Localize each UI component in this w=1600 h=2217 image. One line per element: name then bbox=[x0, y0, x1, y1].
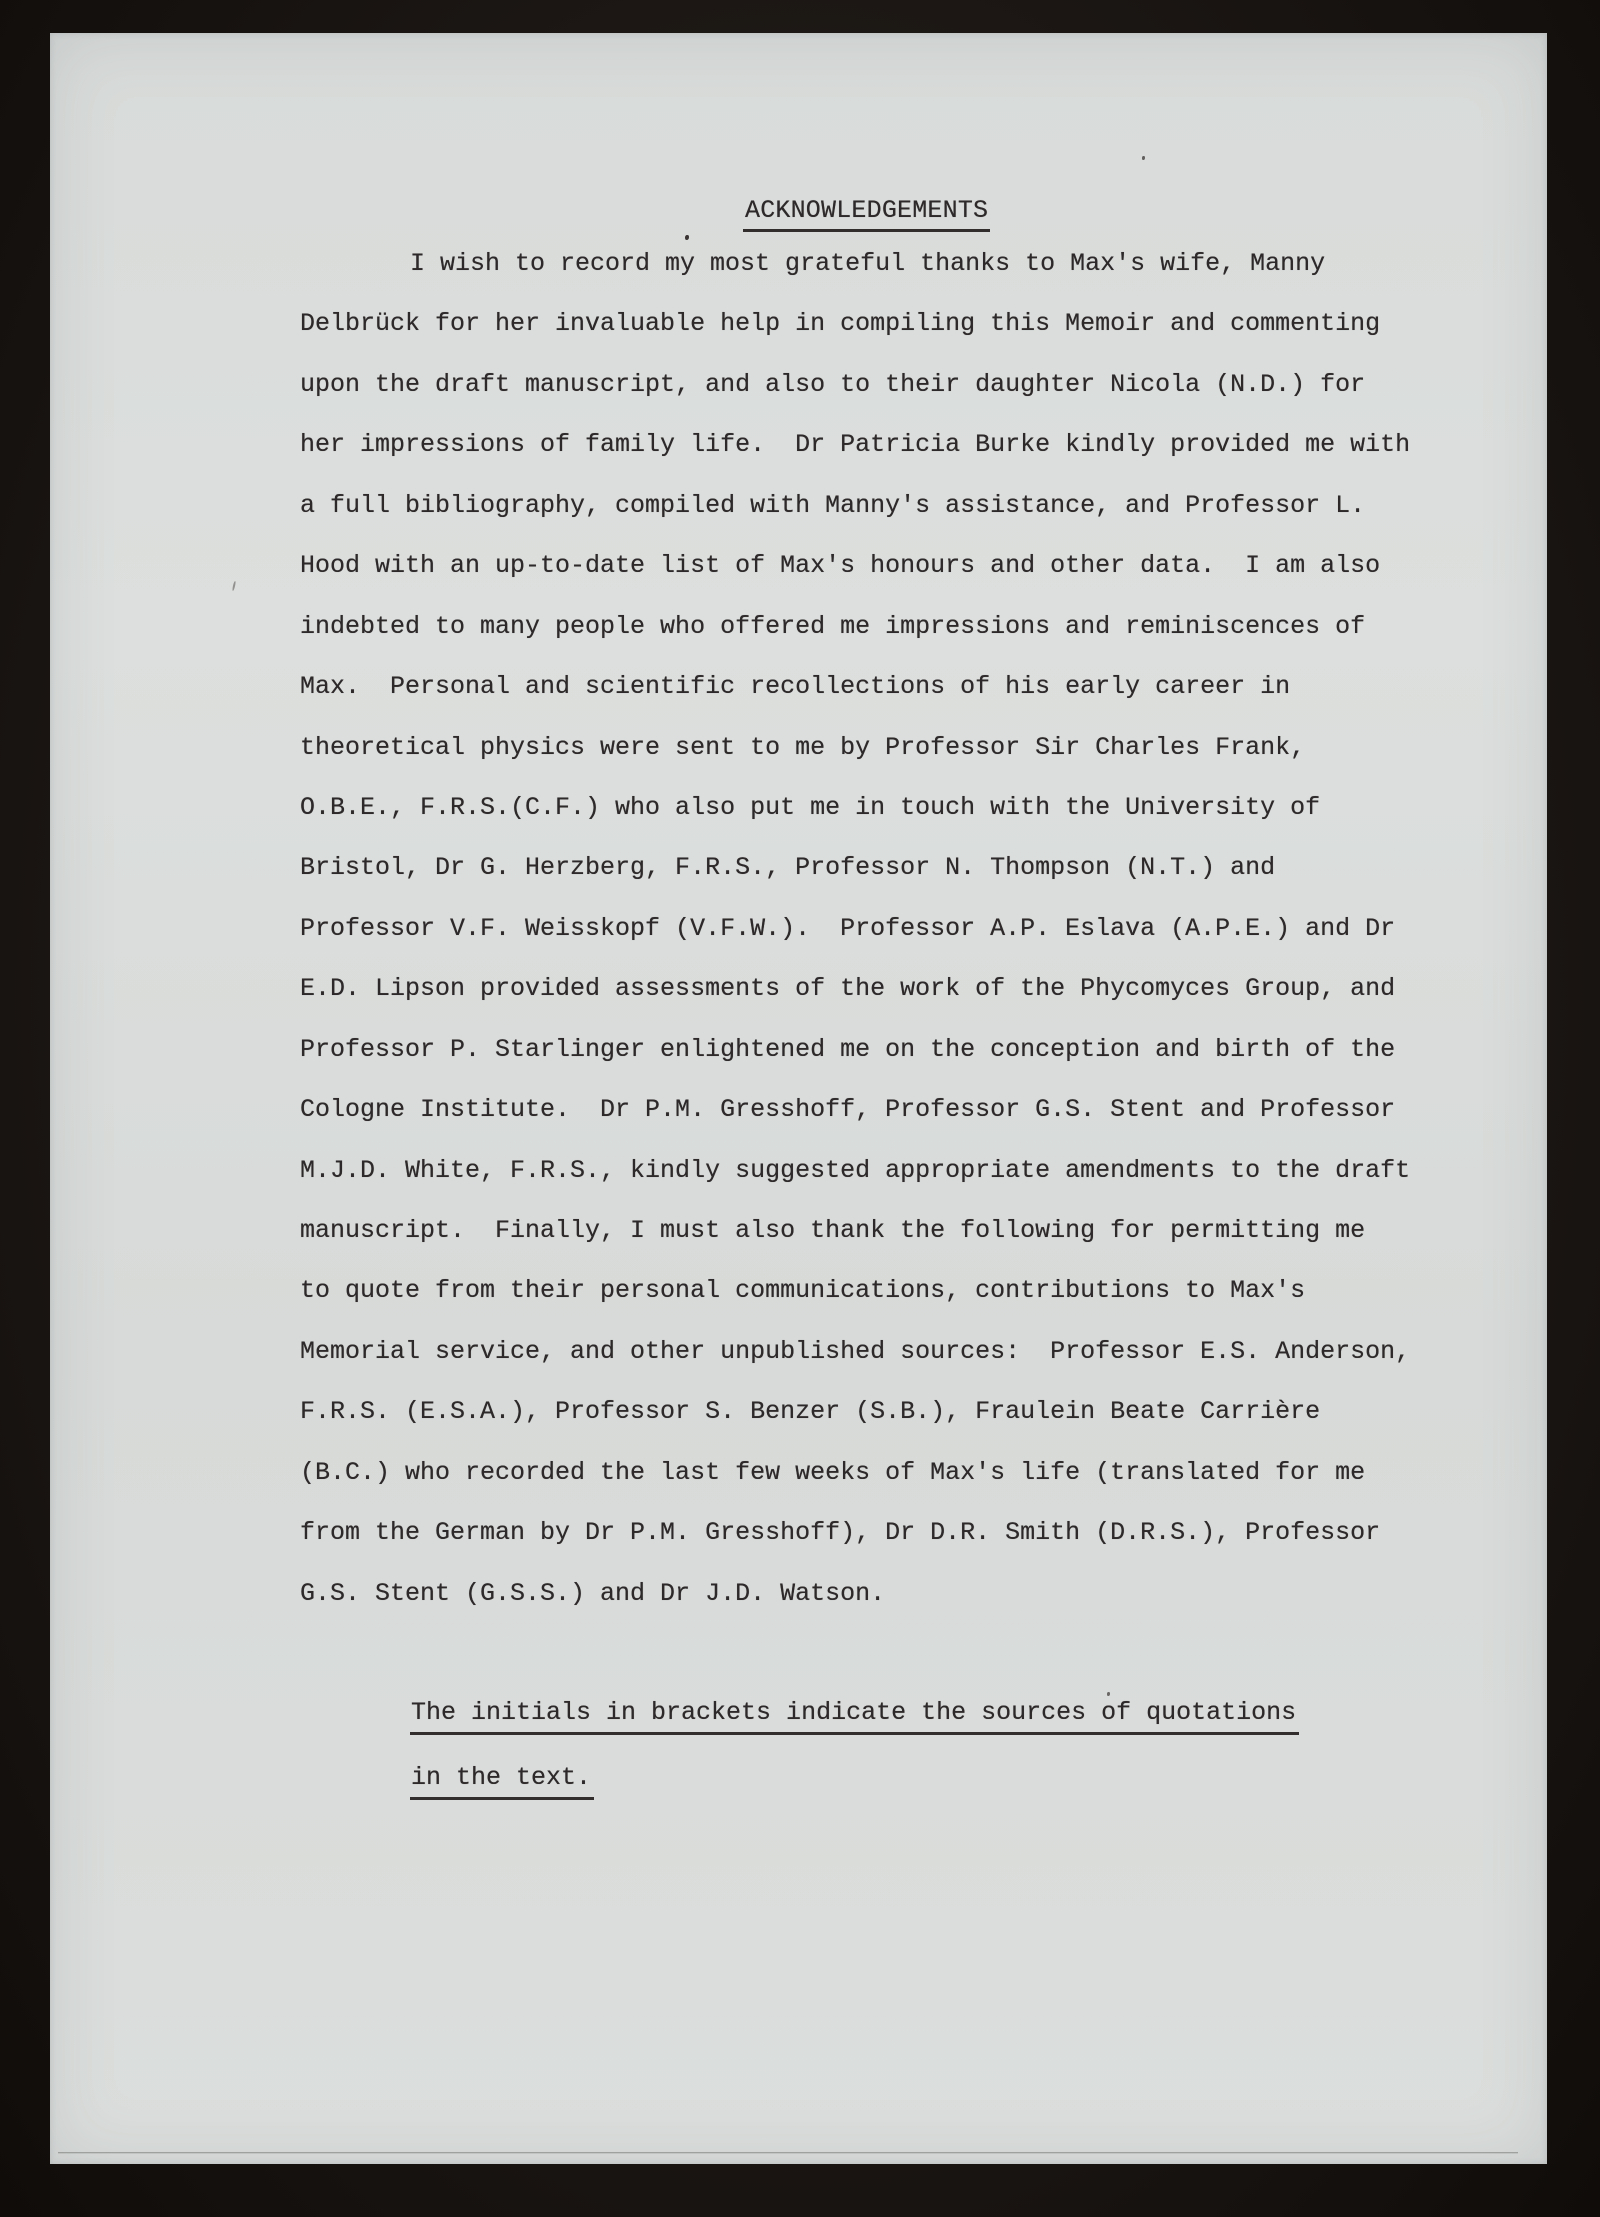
document-page bbox=[50, 33, 1547, 2164]
paragraph-line: a full bibliography, compiled with Manny's assistance, and Professor L. bbox=[300, 490, 1366, 520]
scan-speck bbox=[685, 235, 689, 240]
paragraph-line: Professor V.F. Weisskopf (V.F.W.). Professor A.P. Eslava (A.P.E.) and Dr bbox=[300, 913, 1396, 943]
acknowledgements-paragraph bbox=[300, 251, 1480, 1641]
paragraph-line: G.S. Stent (G.S.S.) and Dr J.D. Watson. bbox=[300, 1578, 886, 1608]
footnote-line: The initials in brackets indicate the sources of quotations bbox=[411, 1700, 1299, 1765]
paragraph-line: manuscript. Finally, I must also thank the following for permitting me bbox=[300, 1216, 1366, 1245]
scan-speck bbox=[1107, 1692, 1110, 1696]
paragraph-line: Bristol, Dr G. Herzberg, F.R.S., Professor N. Thompson (N.T.) and bbox=[300, 853, 1276, 883]
paragraph-line: Hood with an up-to-date list of Max's honours and other data. I am also bbox=[300, 551, 1381, 581]
paragraph-line: E.D. Lipson provided assessments of the work of the Phycomyces Group, and bbox=[300, 974, 1396, 1004]
scan-speck bbox=[1142, 156, 1145, 160]
paragraph-line: from the German by Dr P.M. Gresshoff), Dr D.R. Smith (D.R.S.), Professor bbox=[300, 1518, 1381, 1548]
paragraph-line: her impressions of family life. Dr Patricia Burke kindly provided me with bbox=[300, 430, 1411, 460]
paragraph-line: upon the draft manuscript, and also to their daughter Nicola (N.D.) for bbox=[300, 369, 1366, 399]
paragraph-line: indebted to many people who offered me impressions and reminiscences of bbox=[300, 611, 1366, 641]
paragraph-line: Memorial service, and other unpublished sources: Professor E.S. Anderson, bbox=[300, 1336, 1411, 1366]
paragraph-line: Max. Personal and scientific recollections of his early career in bbox=[300, 672, 1291, 702]
paragraph-line: F.R.S. (E.S.A.), Professor S. Benzer (S.B.), Fraulein Beate Carrière bbox=[300, 1397, 1321, 1427]
paragraph-line: Delbrück for her invaluable help in compiling this Memoir and commenting bbox=[300, 309, 1381, 339]
paragraph-line: M.J.D. White, F.R.S., kindly suggested appropriate amendments to the draft bbox=[300, 1155, 1411, 1185]
paragraph-line: Professor P. Starlinger enlightened me on the conception and birth of the bbox=[300, 1034, 1396, 1064]
scan-speck bbox=[232, 581, 236, 591]
paragraph-line: theoretical physics were sent to me by Professor Sir Charles Frank, bbox=[300, 732, 1306, 762]
paragraph-line: Cologne Institute. Dr P.M. Gresshoff, Professor G.S. Stent and Professor bbox=[300, 1095, 1396, 1125]
footnote-line: in the text. bbox=[411, 1765, 1299, 1830]
paragraph-line: O.B.E., F.R.S.(C.F.) who also put me in touch with the University of bbox=[300, 792, 1321, 822]
paragraph-line: I wish to record my most grateful thanks to Max's wife, Manny bbox=[410, 249, 1326, 278]
footnote bbox=[411, 1700, 1299, 1830]
scan-crease-line bbox=[58, 2152, 1518, 2153]
paragraph-line: to quote from their personal communications, contributions to Max's bbox=[300, 1276, 1306, 1306]
paragraph-line: (B.C.) who recorded the last few weeks of Max's life (translated for me bbox=[300, 1457, 1366, 1487]
page-title: ACKNOWLEDGEMENTS bbox=[743, 197, 990, 232]
